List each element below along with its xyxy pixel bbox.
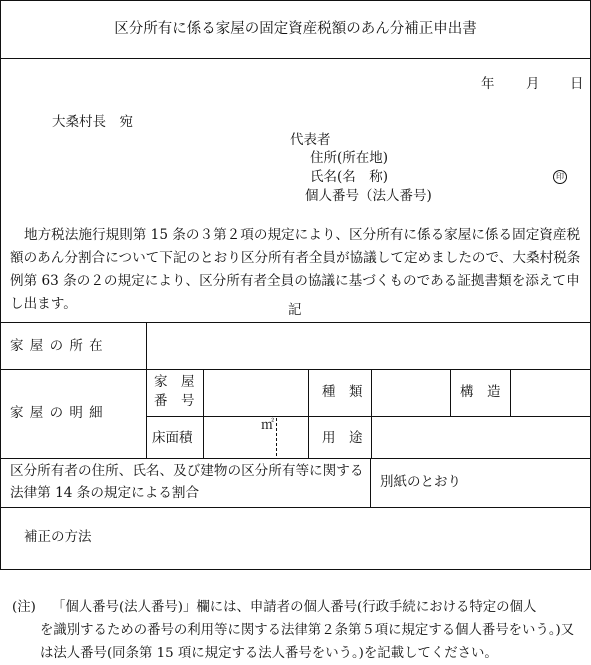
row-line-1 <box>0 369 591 370</box>
row-line-3 <box>0 507 591 508</box>
row-line-inner <box>146 416 591 417</box>
footnote-line1: 「個人番号(法人番号)」欄には、申請者の個人番号(行政手続における特定の個人 <box>52 600 537 615</box>
location-label: 家 屋 の 所 在 <box>10 338 104 354</box>
form-title: 区分所有に係る家屋の固定資産税額のあん分補正申出書 <box>114 21 477 37</box>
house-number-label-line1: 家 屋 <box>154 374 195 390</box>
date-month: 月 <box>526 76 540 92</box>
ki-mark: 記 <box>288 302 302 318</box>
col-line-main <box>146 322 147 458</box>
address-label: 住所(所在地) <box>310 150 389 166</box>
col-line-d <box>450 369 451 416</box>
footnote <box>12 596 586 665</box>
table-top-line <box>0 322 591 323</box>
frame-top-line <box>0 0 591 1</box>
ratio-label: 区分所有者の住所、氏名、及び建物の区分所有等に関する法律第 14 条の規定による割合 <box>10 463 364 501</box>
details-label: 家 屋 の 明 細 <box>10 405 104 421</box>
title-divider <box>0 58 591 59</box>
col-line-c <box>371 369 372 458</box>
square-meter-unit: ㎡ <box>261 418 275 433</box>
addressee: 大桑村長 宛 <box>52 114 133 130</box>
body-paragraph: 地方税法施行規則第 15 条の３第２項の規定により、区分所有に係る家屋に係る固定資産税額のあん分割合について下記のとおり区分所有者全員が協議して定めましたので、大桑村税条例第 63 条の２の規定により、区分所有者全員の協議に基づくものである証拠書類を添えて申し出ます。 <box>10 227 581 312</box>
col-line-b <box>308 369 309 458</box>
col-line-ratio <box>370 458 371 507</box>
representative-label: 代表者 <box>290 132 331 148</box>
row-line-2 <box>0 458 591 459</box>
structure-label: 構 造 <box>460 384 501 400</box>
correction-method-label: 補正の方法 <box>24 529 92 545</box>
footnote-rest: を識別するための番号の利用等に関する法律第２条第５項に規定する個人番号をいう。)又は法人番号(同条第 15 項に規定する法人番号をいう。)を記載してください。 <box>40 623 575 661</box>
house-number-label-line2: 番 号 <box>154 393 195 409</box>
seal-mark: 印 <box>553 170 567 184</box>
name-label: 氏名(名 称) <box>310 169 389 185</box>
ratio-value: 別紙のとおり <box>380 474 461 490</box>
floor-area-label: 床面積 <box>152 430 193 446</box>
col-line-e <box>510 369 511 416</box>
personal-number-label: 個人番号（法人番号) <box>305 188 432 204</box>
floor-area-dashed-line <box>276 418 277 456</box>
frame-left-line <box>0 0 1 570</box>
frame-bottom-line <box>0 569 591 570</box>
footnote-label: (注) <box>12 600 36 615</box>
usage-label: 用 途 <box>322 430 363 446</box>
date-year: 年 <box>481 76 495 92</box>
date-day: 日 <box>570 76 584 92</box>
col-line-a <box>203 369 204 458</box>
type-label: 種 類 <box>322 384 363 400</box>
